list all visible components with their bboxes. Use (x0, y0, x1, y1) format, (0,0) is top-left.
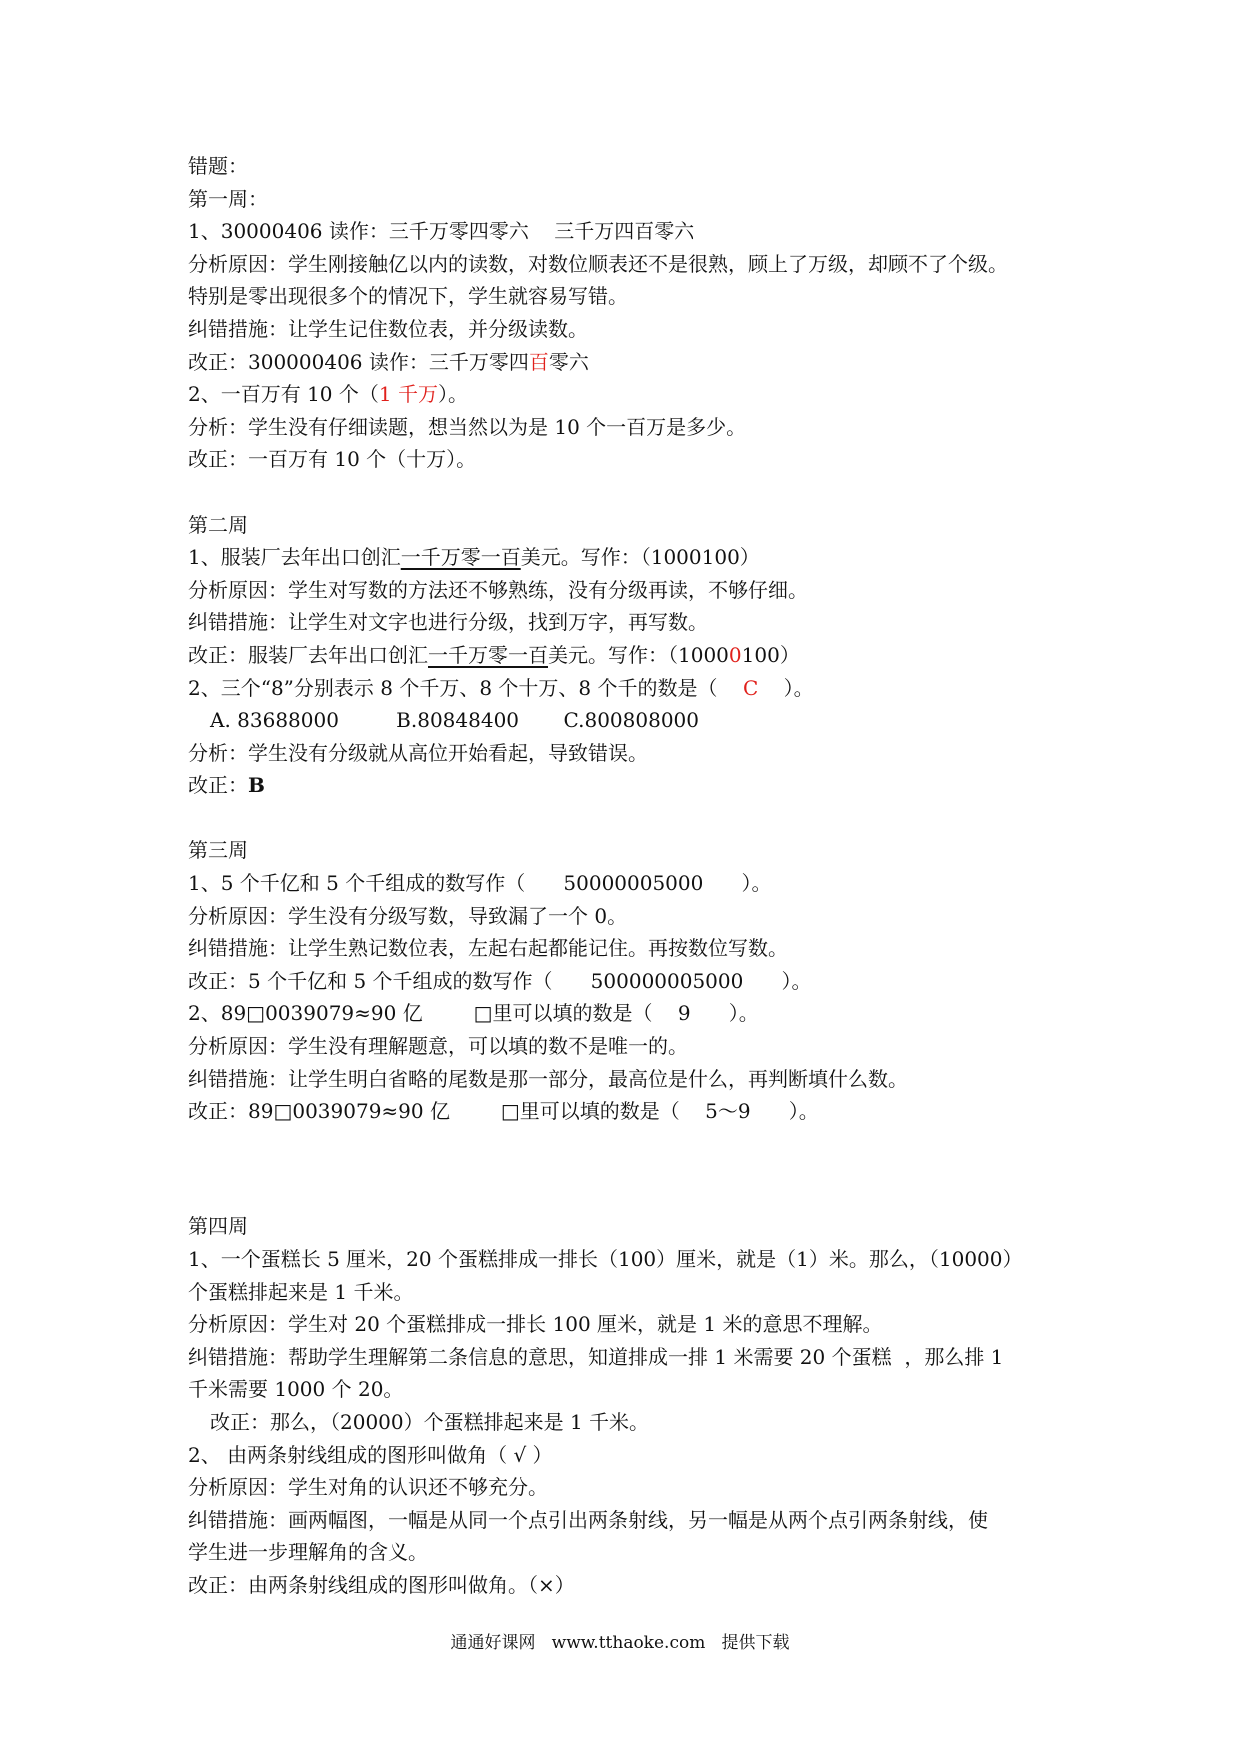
page-footer: 通通好课网 www.tthaoke.com 提供下载 (450, 1633, 790, 1653)
w1-q2-analysis: 分析：学生没有仔细读题，想当然以为是 10 个一百万是多少。 (188, 414, 747, 439)
w4-q1-line1: 1、一个蛋糕长 5 厘米，20 个蛋糕排成一排长（100）厘米，就是（1）米。那么，（10000） (188, 1247, 1023, 1271)
w2-q1-measure: 纠错措施：让学生对文字也进行分级，找到万字，再写数。 (188, 610, 708, 635)
w4-q1-analysis: 分析原因：学生对 20 个蛋糕排成一排长 100 厘米，就是 1 米的意思不理解。 (188, 1312, 883, 1337)
w2-q1-part2: 美元。写作：（1000100） (520, 545, 760, 570)
w2-q2-options: A. 83688000 B.80848400 C.800808000 (210, 708, 699, 733)
w2-q2-part2: ）。 (758, 675, 814, 700)
section-spacer (188, 802, 1068, 835)
w2-q1-fix-part1: 改正：服装厂去年出口创汇 (188, 642, 428, 667)
w3-q2-text: 2、89□0039079≈90 亿 □里可以填的数是（ 9 ）。 (188, 1001, 759, 1026)
w3-q2-fix: 改正：89□0039079≈90 亿 □里可以填的数是（ 5～9 ）。 (188, 1099, 819, 1124)
w2-q1-analysis: 分析原因：学生对写数的方法还不够熟练，没有分级再读，不够仔细。 (188, 577, 808, 602)
section-spacer (188, 1128, 1068, 1178)
w2-q1-fix-part3: 100） (741, 642, 800, 667)
w2-q1-part1: 1、服装厂去年出口创汇 (188, 545, 401, 570)
section-spacer (188, 476, 1068, 509)
week4-heading: 第四周 (188, 1214, 248, 1239)
section-spacer (188, 1178, 1068, 1211)
w4-q1-line2: 个蛋糕排起来是 1 千米。 (188, 1279, 414, 1304)
w2-q2-fix-answer: B (248, 773, 265, 798)
w2-q1-fix-highlight: 0 (728, 642, 742, 667)
w2-q2-answer: C (742, 675, 759, 700)
w1-q1-analysis-line2: 特别是零出现很多个的情况下，学生就容易写错。 (188, 284, 628, 309)
w4-q1-fix: 改正：那么，（20000）个蛋糕排起来是 1 千米。 (210, 1409, 650, 1434)
w4-q2-text: 2、 由两条射线组成的图形叫做角（ √ ） (188, 1442, 553, 1467)
document-title: 错题： (188, 154, 248, 178)
w1-q1-measure: 纠错措施：让学生记住数位表，并分级读数。 (188, 316, 588, 341)
w1-q2-text (188, 378, 1068, 411)
week3-heading: 第三周 (188, 838, 248, 863)
w2-q1-fix-underlined: 一千万零一百 (428, 642, 548, 667)
w3-q1-text: 1、5 个千亿和 5 个千组成的数写作（ 50000005000 ）。 (188, 871, 772, 896)
w4-q2-analysis: 分析原因：学生对角的认识还不够充分。 (188, 1475, 548, 1500)
w2-q1-text (188, 541, 1068, 574)
w2-q2-fix (188, 769, 1068, 802)
w1-q2-part1: 2、一百万有 10 个（ (188, 382, 379, 407)
w2-q2-text (188, 672, 1068, 705)
w1-q1-fix-part1: 改正：300000406 读作：三千万零四 (188, 349, 529, 374)
w4-q1-measure-line1: 纠错措施：帮助学生理解第二条信息的意思，知道排成一排 1 米需要 20 个蛋糕 ，那么排 1 (188, 1344, 1004, 1369)
w1-q2-part2: ）。 (437, 382, 468, 407)
w3-q2-measure: 纠错措施：让学生明白省略的尾数是那一部分，最高位是什么，再判断填什么数。 (188, 1066, 908, 1091)
week2-heading: 第二周 (188, 512, 248, 537)
w2-q2-part1: 2、三个“8”分别表示 8 个千万、8 个十万、8 个千的数是（ (188, 675, 743, 700)
w3-q2-analysis: 分析原因：学生没有理解题意，可以填的数不是唯一的。 (188, 1034, 688, 1059)
w1-q2-answer: 1 千万 (378, 382, 438, 407)
w1-q1-fix-highlight: 百 (528, 349, 549, 374)
w2-q1-underlined: 一千万零一百 (400, 545, 521, 570)
w4-q2-measure-line2: 学生进一步理解角的含义。 (188, 1540, 428, 1565)
document-body (188, 150, 1068, 1602)
w2-q1-fix (188, 639, 1068, 672)
w4-q1-measure-line2: 千米需要 1000 个 20。 (188, 1377, 404, 1402)
w2-q1-fix-part2: 美元。写作：（1000 (548, 642, 729, 667)
week1-heading: 第一周： (188, 186, 268, 211)
w2-q2-analysis: 分析：学生没有分级就从高位开始看起，导致错误。 (188, 740, 648, 765)
w1-q1-fix-part2: 零六 (548, 349, 589, 374)
w3-q1-analysis: 分析原因：学生没有分级写数，导致漏了一个 0。 (188, 903, 628, 928)
w4-q2-fix: 改正：由两条射线组成的图形叫做角。（×） (188, 1572, 575, 1597)
w1-q1-fix (188, 346, 1068, 379)
w2-q2-fix-label: 改正： (188, 773, 248, 798)
w1-q1-analysis-line1: 分析原因：学生刚接触亿以内的读数，对数位顺表还不是很熟，顾上了万级，却顾不了个级。 (188, 251, 1008, 276)
w4-q2-measure-line1: 纠错措施：画两幅图，一幅是从同一个点引出两条射线，另一幅是从两个点引两条射线，使 (188, 1507, 988, 1532)
w3-q1-fix: 改正：5 个千亿和 5 个千组成的数写作（ 500000005000 ）。 (188, 968, 812, 993)
w1-q2-fix: 改正：一百万有 10 个（十万）。 (188, 447, 477, 472)
w3-q1-measure: 纠错措施：让学生熟记数位表，左起右起都能记住。再按数位写数。 (188, 936, 788, 961)
w1-q1-text: 1、30000406 读作：三千万零四零六 三千万四百零六 (188, 219, 695, 244)
